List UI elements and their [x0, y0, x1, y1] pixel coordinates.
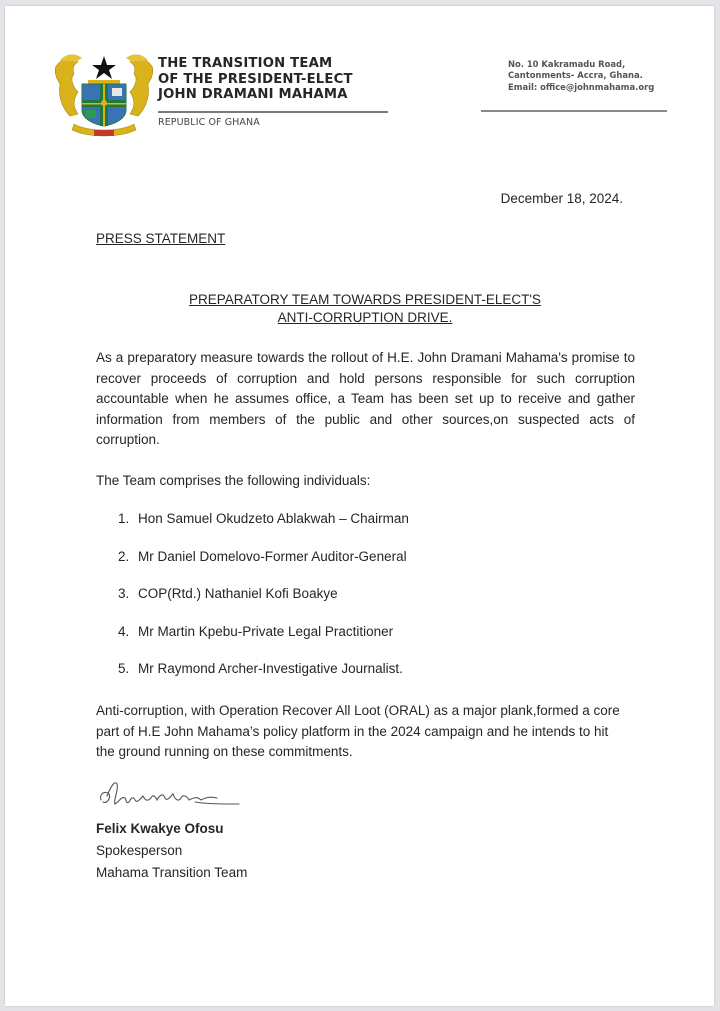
organization-name [158, 56, 353, 103]
signatory-block [96, 818, 247, 884]
list-number: 2. [118, 548, 130, 564]
member-name: Mr Daniel Domelovo-Former Auditor-General [138, 548, 407, 564]
list-item [118, 624, 409, 662]
closing-paragraph [96, 701, 656, 763]
list-number: 1. [118, 511, 130, 526]
statement-title [95, 291, 635, 327]
member-name: Mr Raymond Archer-Investigative Journalist. [138, 661, 403, 677]
list-number: 3. [118, 586, 130, 602]
title-line: ANTI-CORRUPTION DRIVE. [277, 310, 453, 325]
closing-line: part of H.E John Mahama’s policy platform in the 2024 campaign and he intends to hit [96, 723, 609, 739]
signatory-role: Spokesperson [96, 843, 183, 858]
list-item [118, 586, 409, 624]
address-line: Cantonments- Accra, Ghana. [508, 70, 643, 81]
list-item [118, 661, 409, 699]
signatory-organization: Mahama Transition Team [96, 865, 248, 880]
header-divider-right [481, 110, 667, 112]
office-address [508, 59, 654, 93]
coat-of-arms-icon [52, 52, 156, 138]
org-name-line: OF THE PRESIDENT-ELECT [158, 71, 353, 87]
document-page [5, 6, 714, 1006]
closing-line: the ground running on these commitments. [96, 744, 353, 760]
intro-paragraph: As a preparatory measure towards the rollout of H.E. John Dramani Mahama's promise to recover proceeds of corruption and hold persons responsible for such corruption accountable when he assumes office, a Team has been set up to receive and gather information from members of the public and other sources,on suspected acts of corruption. [96, 350, 635, 448]
list-item [118, 549, 409, 587]
member-name: COP(Rtd.) Nathaniel Kofi Boakye [138, 586, 338, 602]
document-label: PRESS STATEMENT [96, 231, 226, 246]
header-divider-left [158, 111, 388, 113]
email-line: Email: office@johnmahama.org [508, 81, 655, 92]
closing-line: Anti-corruption, with Operation Recover All Loot (ORAL) as a major plank,formed a core [96, 703, 620, 718]
org-name-line: JOHN DRAMANI MAHAMA [158, 87, 348, 102]
signature-icon [97, 774, 247, 814]
team-members-list [118, 511, 409, 699]
list-number: 4. [118, 623, 130, 639]
team-intro: The Team comprises the following individuals: [96, 473, 371, 488]
list-number: 5. [118, 661, 130, 677]
title-line: PREPARATORY TEAM TOWARDS PRESIDENT-ELECT'S [189, 292, 541, 307]
list-item [118, 511, 409, 549]
signatory-name: Felix Kwakye Ofosu [96, 821, 224, 836]
country-label: REPUBLIC OF GHANA [158, 117, 260, 128]
member-name: Mr Martin Kpebu-Private Legal Practitioner [138, 623, 394, 639]
org-name-line: THE TRANSITION TEAM [158, 56, 333, 71]
address-line: No. 10 Kakramadu Road, [508, 59, 626, 69]
statement-date: December 18, 2024. [500, 191, 623, 206]
member-name: Hon Samuel Okudzeto Ablakwah – Chairman [138, 511, 409, 526]
